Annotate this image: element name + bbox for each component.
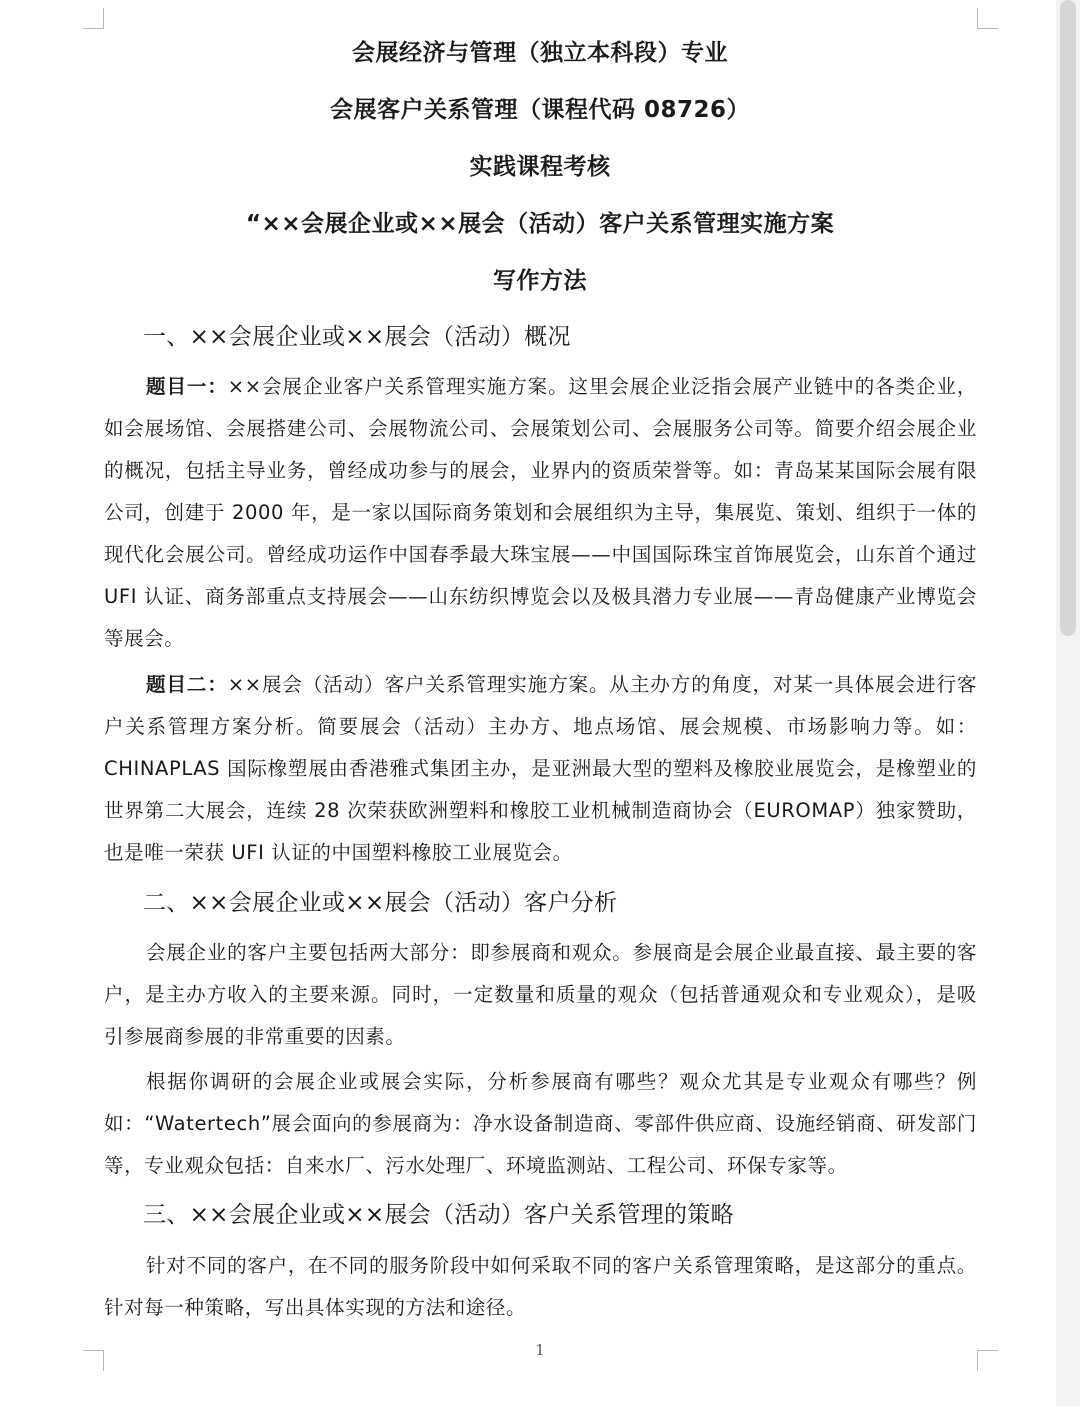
topic1-text: ××会展企业客户关系管理实施方案。这里会展企业泛指会展产业链中的各类企业，如会展场馆、会展搭建公司、会展物流公司、会展策划公司、会展服务公司等。简要介绍会展企业的概况，包括主导业务，曾经成功参与的展会，业界内的资质荣誉等。如：青岛某某国际会展有限公司，创建于 2000 年，是一家以国际商务策划和会展组织为主导，集展览、策划、组织于一体的现代化会展公司。曾经成功运作中国春季最大珠宝展——中国国际珠宝首饰展览会，山东首个通过 UFI 认证、商务部重点支持展会——山东纺织博览会以及极具潜力专业展——青岛健康产业博览会等展会。 xyxy=(104,375,977,650)
title-major: 会展经济与管理（独立本科段）专业 xyxy=(352,40,728,66)
section1-heading: 一、××会展企业或××展会（活动）概况 xyxy=(143,324,571,350)
topic2-label: 题目二： xyxy=(146,673,228,696)
section2-heading: 二、××会展企业或××展会（活动）客户分析 xyxy=(143,890,618,916)
title-assessment: 实践课程考核 xyxy=(469,154,611,180)
section2-paragraph-2: 根据你调研的会展企业或展会实际，分析参展商有哪些？观众尤其是专业观众有哪些？例如：“Watertech”展会面向的参展商为：净水设备制造商、零部件供应商、设施经销商、研发部门等，专业观众包括：自来水厂、污水处理厂、环境监测站、工程公司、环保专家等。 xyxy=(104,1070,977,1177)
section3-paragraph-1: 针对不同的客户，在不同的服务阶段中如何采取不同的客户关系管理策略，是这部分的重点。针对每一种策略，写出具体实现的方法和途径。 xyxy=(104,1254,977,1319)
crop-mark-top-left xyxy=(83,8,104,29)
page-number: 1 xyxy=(535,1341,545,1359)
section1-topic2-paragraph xyxy=(104,664,977,874)
crop-mark-top-right xyxy=(977,8,998,29)
title-plan: “××会展企业或××展会（活动）客户关系管理实施方案 xyxy=(245,211,835,237)
section2-paragraph-1: 会展企业的客户主要包括两大部分：即参展商和观众。参展商是会展企业最直接、最主要的客户，是主办方收入的主要来源。同时，一定数量和质量的观众（包括普通观众和专业观众），是吸引参展商参展的非常重要的因素。 xyxy=(104,941,977,1048)
section3-heading: 三、××会展企业或××展会（活动）客户关系管理的策略 xyxy=(143,1202,734,1228)
title-course: 会展客户关系管理（课程代码 08726） xyxy=(329,97,751,123)
title-writing-method: 写作方法 xyxy=(493,268,587,294)
topic2-text: ××展会（活动）客户关系管理实施方案。从主办方的角度，对某一具体展会进行客户关系管理方案分析。简要展会（活动）主办方、地点场馆、展会规模、市场影响力等。如：CHINAPLAS 国际橡塑展由香港雅式集团主办，是亚洲最大型的塑料及橡胶业展览会，是橡塑业的世界第二大展会，连续 28 次荣获欧洲塑料和橡胶工业机械制造商协会（EUROMAP）独家赞助，也是唯一荣获 UFI 认证的中国塑料橡胶工业展览会。 xyxy=(104,673,977,864)
section1-topic1-paragraph xyxy=(104,366,977,660)
topic1-label: 题目一： xyxy=(146,375,228,398)
scrollbar-thumb[interactable] xyxy=(1060,0,1076,636)
